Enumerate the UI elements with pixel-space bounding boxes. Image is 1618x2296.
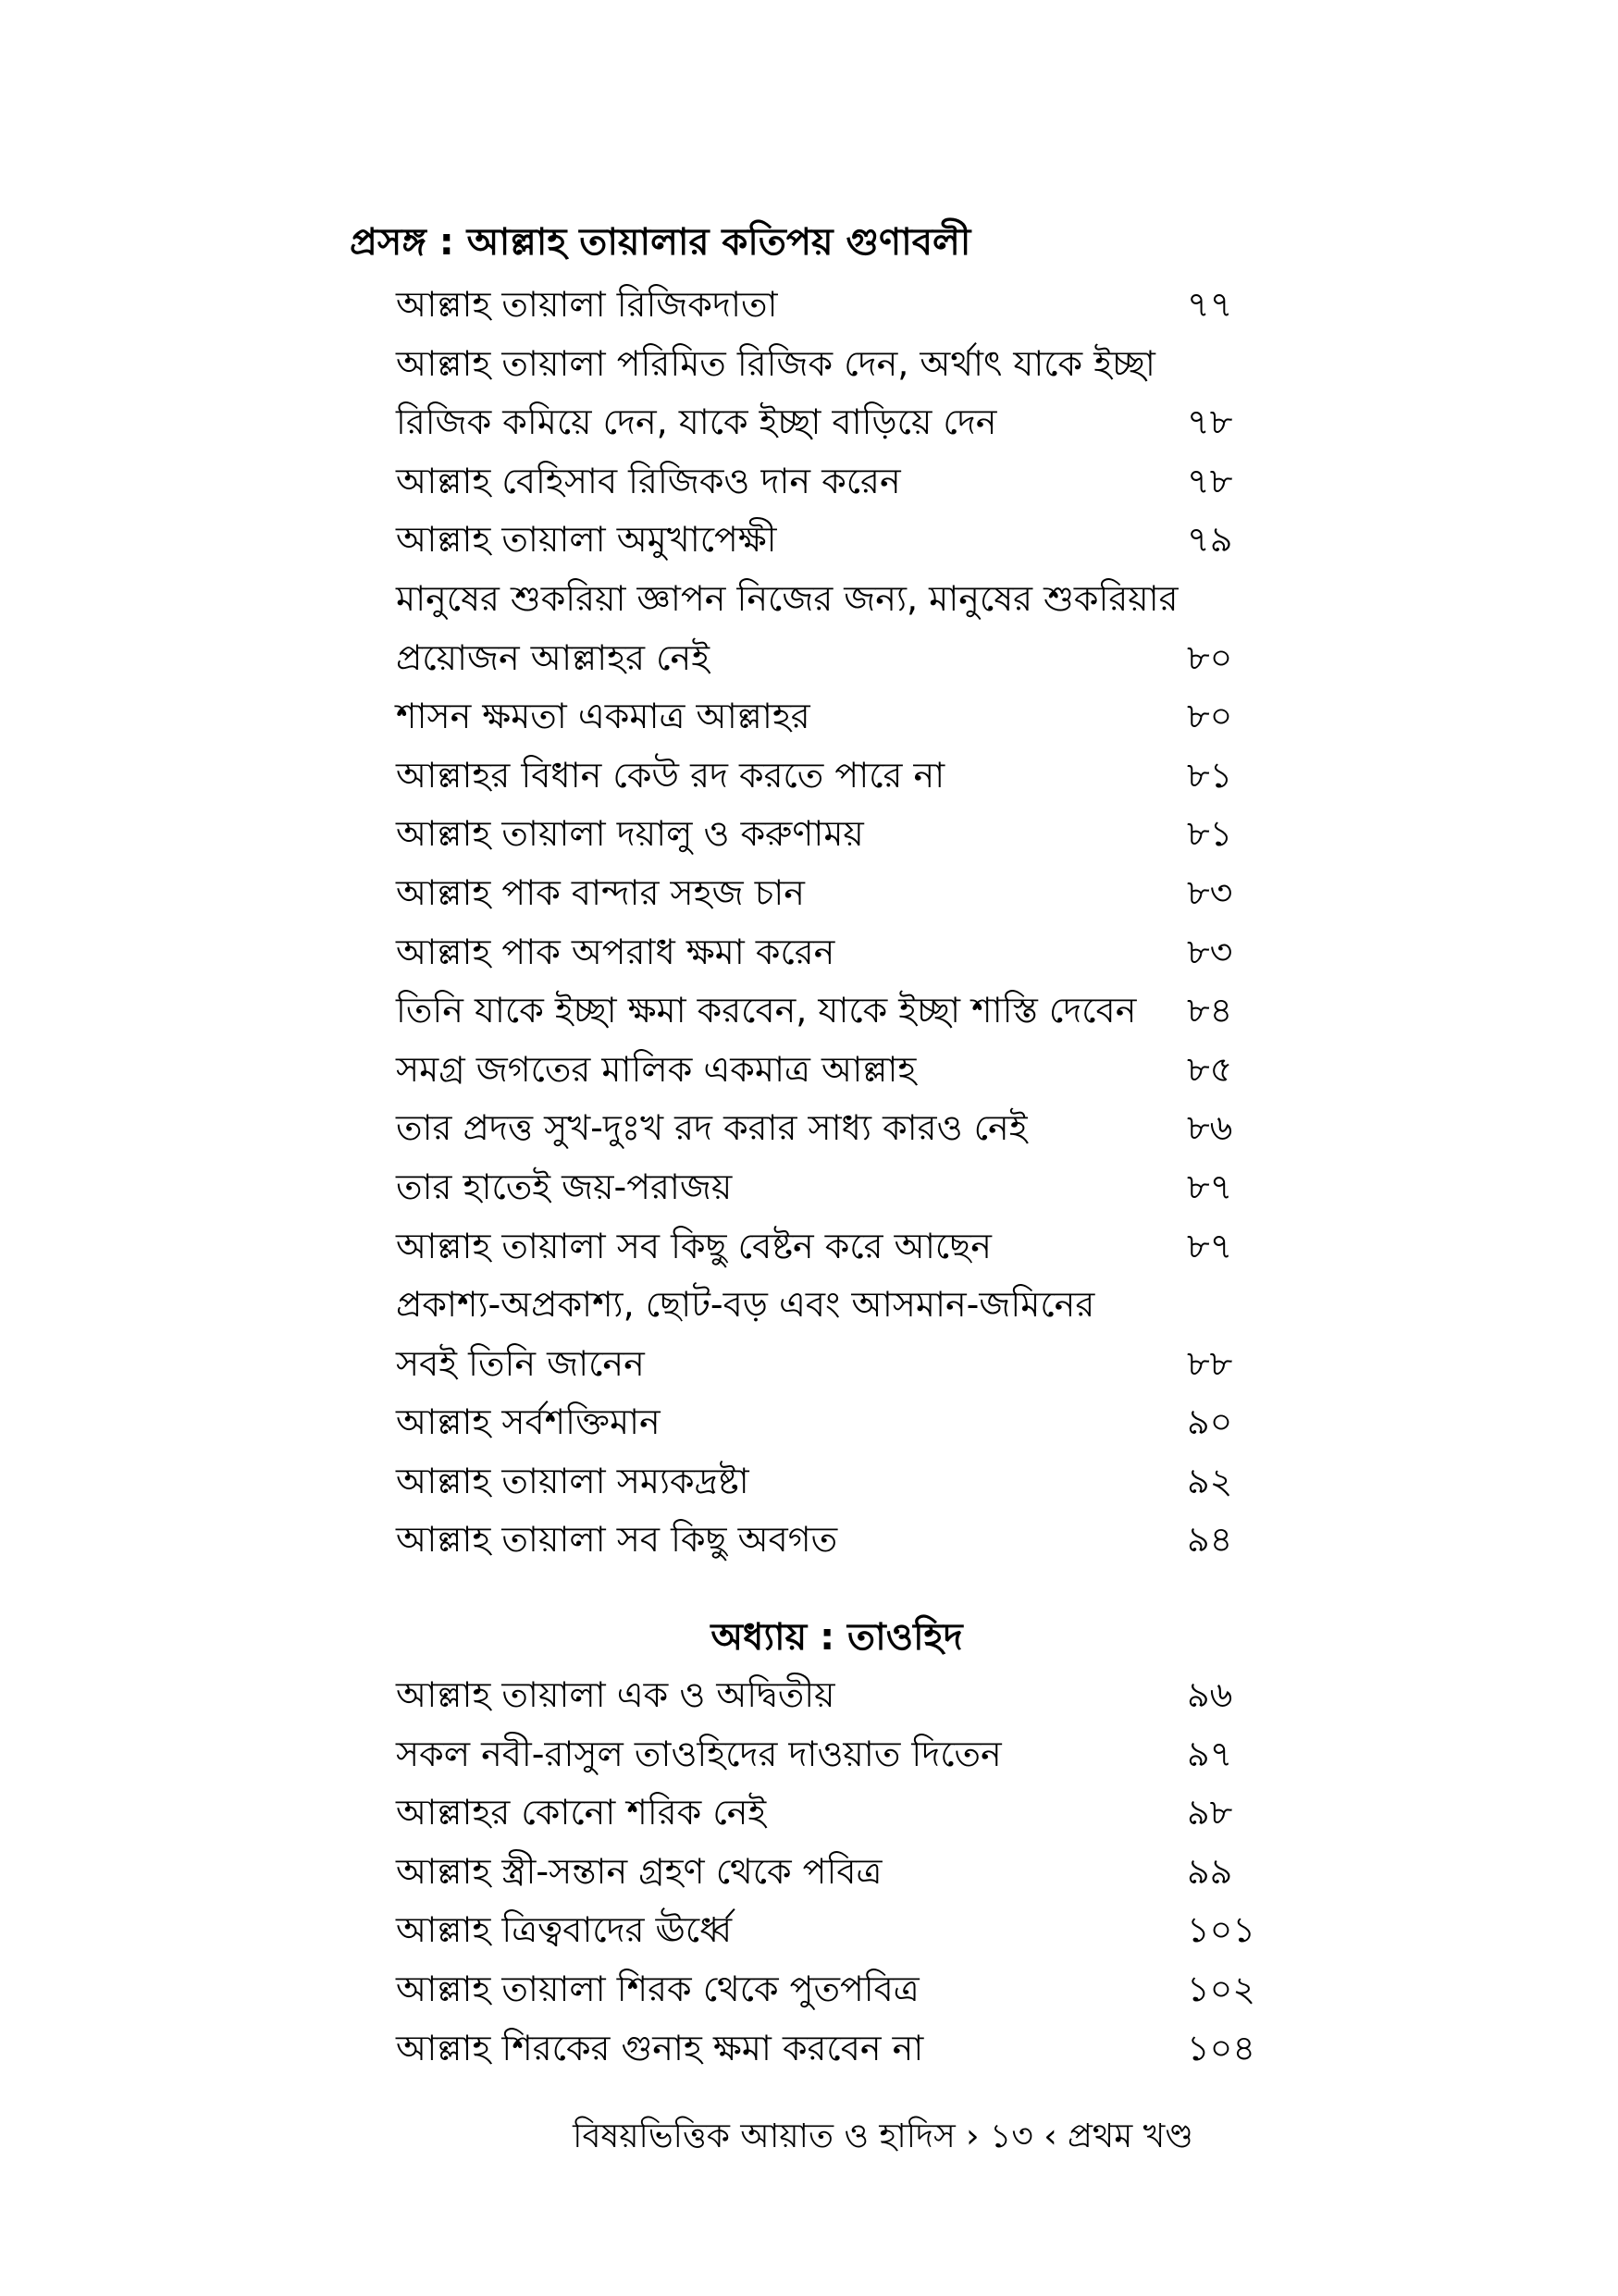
toc-entry-title: সকল নবী-রাসুল তাওহিদের দাওয়াত দিতেন xyxy=(396,1733,1002,1774)
toc-entry-title: মানুষের শুকরিয়া জ্ঞাপন নিজের জন্য, মানুষের শুকরিয়ার xyxy=(396,577,1179,619)
toc-entry-page: ১০৪ xyxy=(1187,2027,1256,2068)
toc-entry xyxy=(396,1452,1266,1512)
toc-entry-title: আল্লাহ পাক বান্দার সহজ চান xyxy=(396,871,805,913)
toc-entry-title: আল্লাহ বেহিসাব রিজিকও দান করেন xyxy=(396,460,901,501)
toc-entry xyxy=(396,629,1266,688)
toc-entry xyxy=(396,452,1266,512)
toc-entry xyxy=(396,1217,1266,1277)
toc-entry xyxy=(396,1511,1266,1570)
toc-entry-page: ৮৬ xyxy=(1187,1107,1233,1149)
toc-entry-title: আল্লাহ শিরকের গুনাহ ক্ষমা করবেন না xyxy=(396,2027,924,2068)
chapter-heading: অধ্যায় : তাওহিদ xyxy=(710,1616,963,1659)
toc-entry xyxy=(396,2019,1266,2079)
page-footer: বিষয়ভিত্তিক আয়াত ও হাদিস › ১৩ ‹ প্রথম খণ্ড xyxy=(573,2117,1193,2155)
toc-entry-page: ৯০ xyxy=(1187,1401,1233,1443)
toc-entry-title: আল্লাহ তায়ালা সম্যকদ্রষ্টা xyxy=(396,1460,749,1501)
toc-entry xyxy=(396,1843,1266,1902)
toc-entry-title: তিনি যাকে ইচ্ছা ক্ষমা করবেন, যাকে ইচ্ছা শাস্তি দেবেন xyxy=(396,990,1137,1031)
toc-entry-title: আল্লাহ তায়ালা অমুখাপেক্ষী xyxy=(396,519,777,561)
toc-entry xyxy=(396,805,1266,864)
toc-entry xyxy=(396,923,1266,982)
toc-entry xyxy=(396,1158,1266,1217)
toc-entry-page: ১০১ xyxy=(1187,1909,1256,1951)
toc-entry-page: ৮০ xyxy=(1187,636,1233,678)
toc-entry-page: ৭৯ xyxy=(1187,519,1233,561)
toc-entry-page: ৭৮ xyxy=(1187,460,1233,501)
toc-entry xyxy=(396,511,1266,570)
toc-entry xyxy=(396,1960,1266,2019)
toc-entry-page: ৯৪ xyxy=(1187,1519,1233,1561)
toc-entry-title: আল্লাহ সর্বশক্তিমান xyxy=(396,1401,661,1443)
toc-entry xyxy=(396,747,1266,806)
toc-entry xyxy=(396,687,1266,747)
toc-entry-title: আল্লাহর বিধান কেউ রদ করতে পারে না xyxy=(396,754,945,796)
toc-entry-page: ৮১ xyxy=(1187,813,1233,855)
toc-entry-page: ৮৫ xyxy=(1187,1048,1233,1090)
toc-entry-title: আল্লাহ স্ত্রী-সন্তান গ্রহণ থেকে পবিত্র xyxy=(396,1850,883,1892)
toc-entry-page: ৮৩ xyxy=(1187,871,1233,913)
toc-entry-page: ৮১ xyxy=(1187,754,1233,796)
toc-entry-page: ৮০ xyxy=(1187,696,1233,737)
toc-entry-title: রিজিক কমিয়ে দেন, যাকে ইচ্ছা বাড়িয়ে দেন xyxy=(396,401,997,443)
toc-entry-title: প্রয়োজন আল্লাহর নেই xyxy=(396,636,710,678)
toc-entry-title: তার প্রদত্ত সুখ-দুঃখ রদ করার সাধ্য কারও নেই xyxy=(396,1107,1028,1149)
toc-entry-title: আল্লাহ পাক অপরাধ ক্ষমা করেন xyxy=(396,931,835,972)
toc-entry-title: আল্লাহ তায়ালা পরিমিত রিজিক দেন, অর্থাৎ যাকে ইচ্ছা xyxy=(396,342,1155,384)
toc-list-chapter xyxy=(396,1666,1266,2078)
toc-entry-page: ৮৩ xyxy=(1187,931,1233,972)
toc-entry-title: শাসন ক্ষমতা একমাত্র আল্লাহর xyxy=(396,696,810,737)
section-heading: প্রসঙ্গ : আল্লাহ তায়ালার কতিপয় গুণাবলী xyxy=(350,221,971,264)
toc-entry-title: আল্লাহ তায়ালা এক ও অদ্বিতীয় xyxy=(396,1674,835,1715)
toc-entry-page: ১০২ xyxy=(1187,1968,1256,2009)
toc-entry xyxy=(396,1041,1266,1100)
toc-list-section xyxy=(396,276,1266,1570)
toc-entry xyxy=(396,570,1266,629)
toc-entry-title: আল্লাহ তায়ালা সব কিছু বেষ্টন করে আছেন xyxy=(396,1225,992,1266)
toc-entry-page: ৯৬ xyxy=(1187,1674,1233,1715)
toc-entry-page: ৯২ xyxy=(1187,1460,1233,1501)
toc-entry xyxy=(396,1725,1266,1784)
toc-entry-title: আল্লাহ তায়ালা দয়ালু ও করুণাময় xyxy=(396,813,864,855)
toc-entry xyxy=(396,1276,1266,1335)
toc-entry-title: প্রকাশ্য-অপ্রকাশ্য, ছোট-বড় এবং আসমান-জমিনের xyxy=(396,1284,1095,1326)
toc-entry-title: আল্লাহ ত্রিত্ববাদের ঊর্ধ্বে xyxy=(396,1909,733,1951)
toc-entry-title: আল্লাহ তায়ালা শিরক থেকে পুতপবিত্র xyxy=(396,1968,920,2009)
toc-entry xyxy=(396,1335,1266,1394)
toc-entry xyxy=(396,276,1266,335)
toc-entry-page: ৯৯ xyxy=(1187,1850,1233,1892)
toc-entry-title: সবই তিনি জানেন xyxy=(396,1342,645,1384)
toc-entry-page: ৮৪ xyxy=(1187,990,1233,1031)
toc-entry-title: তার হাতেই জয়-পরাজয় xyxy=(396,1166,733,1207)
toc-entry-title: আল্লাহর কোনো শরিক নেই xyxy=(396,1792,767,1833)
toc-entry xyxy=(396,864,1266,923)
toc-entry-page: ৭৭ xyxy=(1187,284,1233,325)
toc-entry-page: ৯৭ xyxy=(1187,1733,1233,1774)
toc-entry-title: সমগ্র জগতের মালিক একমাত্র আল্লাহ xyxy=(396,1048,917,1090)
toc-entry-page: ৮৭ xyxy=(1187,1166,1233,1207)
toc-entry-title: আল্লাহ তায়ালা রিজিকদাতা xyxy=(396,284,778,325)
toc-entry xyxy=(396,1901,1266,1960)
toc-entry xyxy=(396,1666,1266,1725)
toc-entry xyxy=(396,393,1266,452)
toc-entry-page: ৭৮ xyxy=(1187,401,1233,443)
toc-entry-page: ৯৮ xyxy=(1187,1792,1233,1833)
toc-entry xyxy=(396,1393,1266,1452)
toc-entry-title: আল্লাহ তায়ালা সব কিছু অবগত xyxy=(396,1519,838,1561)
toc-entry xyxy=(396,335,1266,394)
toc-entry xyxy=(396,1099,1266,1158)
toc-entry-page: ৮৭ xyxy=(1187,1225,1233,1266)
toc-entry-page: ৮৮ xyxy=(1187,1342,1233,1384)
toc-entry xyxy=(396,981,1266,1041)
toc-entry xyxy=(396,1784,1266,1843)
